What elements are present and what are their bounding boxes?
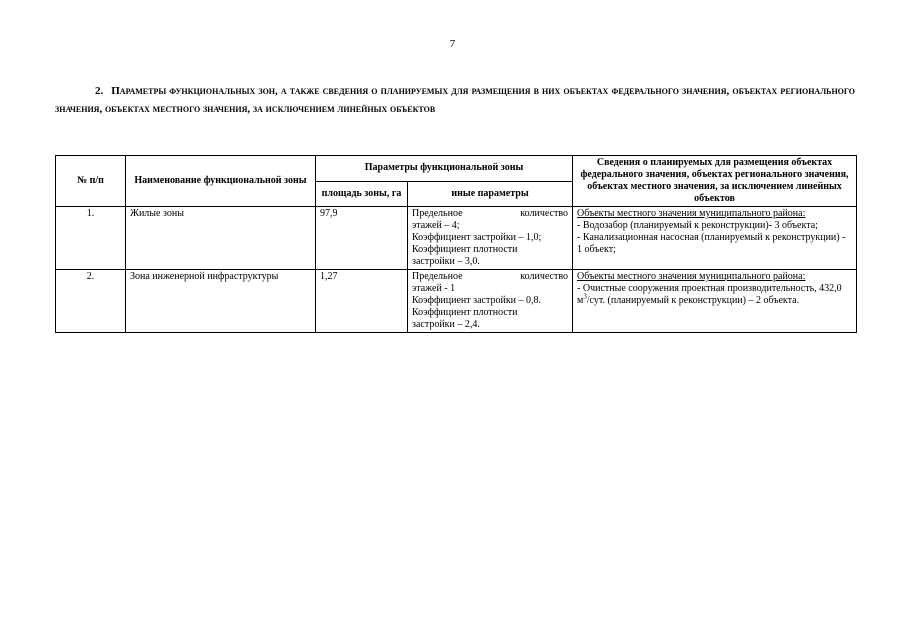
table-row — [56, 270, 857, 333]
row-objects — [573, 270, 857, 333]
objects-item — [577, 283, 852, 307]
row-area: 97,9 — [316, 207, 408, 270]
row-params — [408, 207, 573, 270]
param-line: Предельное количество — [412, 271, 569, 282]
table-row — [56, 207, 857, 270]
param-line: Коэффициент застройки – 1,0; — [412, 232, 542, 243]
objects-heading: Объекты местного значения муниципального района: — [577, 208, 806, 219]
section-title — [55, 82, 855, 118]
param-line: Коэффициент плотности — [412, 244, 518, 255]
row-objects — [573, 207, 857, 270]
table-header-row — [56, 156, 857, 182]
row-num: 1. — [56, 207, 126, 270]
param-line: этажей - 1 — [412, 283, 456, 294]
header-params-group: Параметры функциональной зоны — [316, 156, 573, 182]
objects-heading: Объекты местного значения муниципального района: — [577, 271, 806, 282]
row-params — [408, 270, 573, 333]
param-line: Предельное количество — [412, 208, 569, 219]
param-line: застройки – 3,0. — [412, 256, 480, 267]
header-other-params: иные параметры — [408, 181, 573, 207]
row-zone-name: Жилые зоны — [126, 207, 316, 270]
param-line: застройки – 2,4. — [412, 319, 480, 330]
objects-item-text: /сут. (планируемый к реконструкции) – 2 объекта. — [586, 295, 800, 306]
row-num: 2. — [56, 270, 126, 333]
row-zone-name: Зона инженерной инфраструктуры — [126, 270, 316, 333]
section-number: 2. — [95, 85, 104, 97]
header-objects: Сведения о планируемых для размещения объектах федерального значения, объектах регионального значения, объектах местного значения, за исключением линейных объектов — [573, 156, 857, 207]
header-area: площадь зоны, га — [316, 181, 408, 207]
page-number: 7 — [449, 38, 456, 50]
param-line: Коэффициент плотности — [412, 307, 518, 318]
header-num: № п/п — [56, 156, 126, 207]
param-line: Коэффициент застройки – 0,8. — [412, 295, 542, 306]
objects-item: - Водозабор (планируемый к реконструкции)- 3 объекта; — [577, 220, 818, 231]
functional-zones-table — [55, 155, 857, 333]
superscript: 3 — [583, 292, 587, 301]
objects-item: - Канализационная насосная (планируемый к реконструкции) - 1 объект; — [577, 232, 846, 255]
section-title-text: Параметры функциональных зон, а также сведения о планируемых для размещения в них объектах федерального значения, объектах регионального значения, объектах местного значения, за исключением линейных объектов — [55, 85, 855, 115]
param-line: этажей – 4; — [412, 220, 460, 231]
row-area: 1,27 — [316, 270, 408, 333]
objects-item-text: - Очистные сооружения проектная производительность, 432,0 м — [577, 283, 842, 306]
header-zone-name: Наименование функциональной зоны — [126, 156, 316, 207]
